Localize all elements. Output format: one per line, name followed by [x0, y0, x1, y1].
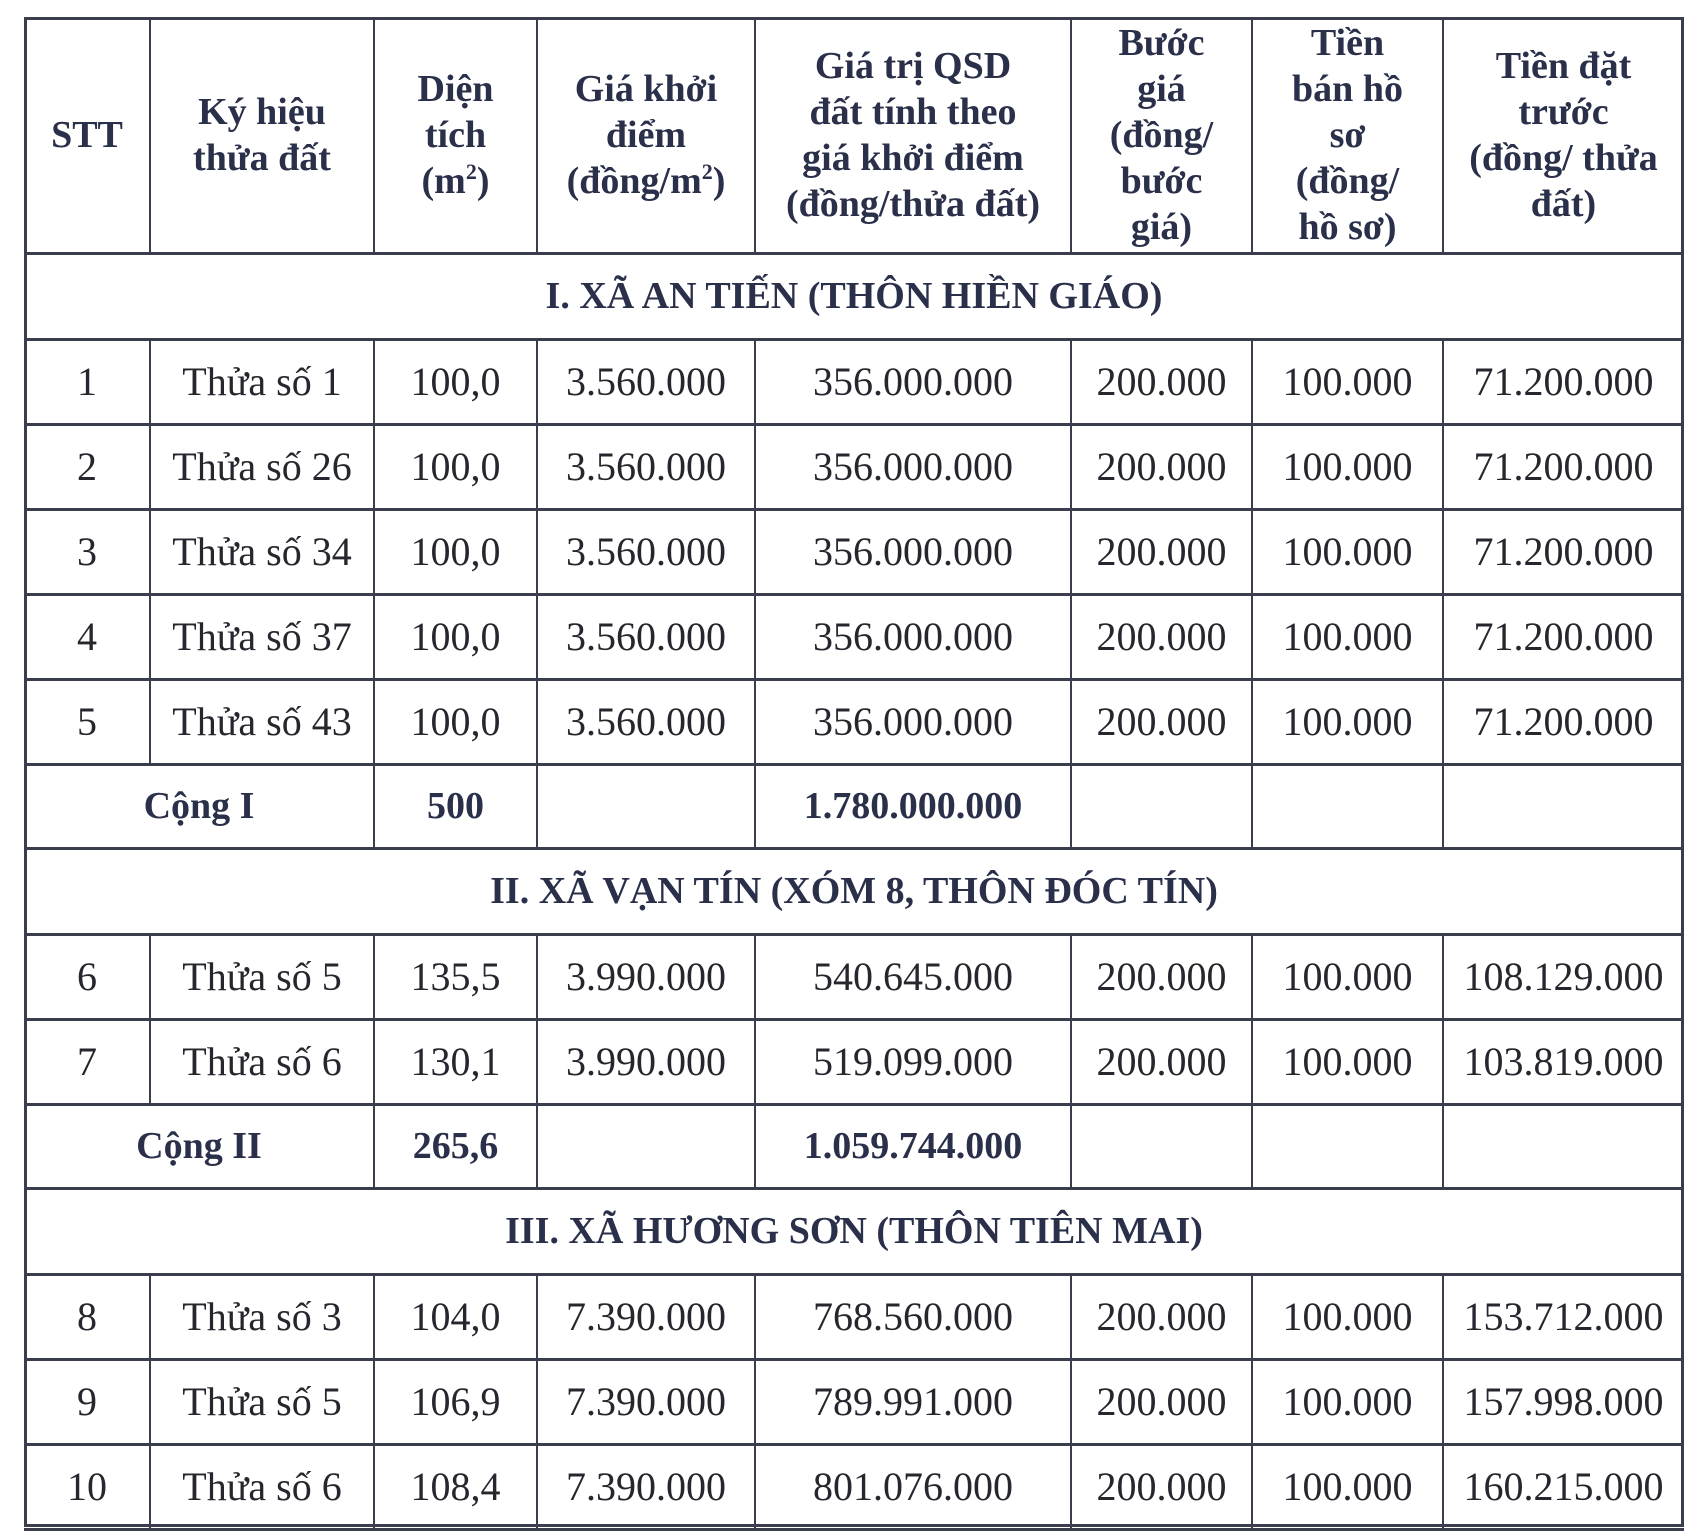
- column-divider: [1251, 764, 1253, 848]
- column-divider: [754, 764, 756, 848]
- column-divider: [754, 1444, 756, 1529]
- column-divider: [1442, 679, 1444, 764]
- cell-dossier-fee: 100.000: [1282, 954, 1413, 999]
- column-divider: [1070, 339, 1072, 424]
- column-divider: [373, 594, 375, 679]
- cell-parcel: Thửa số 43: [172, 699, 352, 744]
- cell-parcel: Thửa số 3: [182, 1294, 342, 1339]
- cell-area: 100,0: [410, 614, 501, 659]
- column-divider: [754, 339, 756, 424]
- cell-dossier-fee: 100.000: [1282, 444, 1413, 489]
- cell-area: 135,5: [410, 954, 501, 999]
- header-line: Diện: [417, 68, 494, 110]
- header-line: Bước: [1118, 22, 1205, 64]
- cell-land-value: 356.000.000: [813, 614, 1013, 659]
- column-divider: [1251, 424, 1253, 509]
- column-divider: [1070, 594, 1072, 679]
- header-line: (đồng/: [1109, 114, 1214, 156]
- cell-dossier-fee: 100.000: [1282, 529, 1413, 574]
- cell-start-price: 3.990.000: [566, 954, 726, 999]
- header-line: sơ: [1329, 114, 1366, 156]
- cell-start-price: 3.560.000: [566, 699, 726, 744]
- header-text: [1110, 20, 1213, 250]
- cell-land-value: 356.000.000: [813, 529, 1013, 574]
- column-divider: [754, 424, 756, 509]
- empty-cell: [1252, 764, 1443, 848]
- cell-start-price: 7.390.000: [566, 1379, 726, 1424]
- column-divider: [754, 1019, 756, 1104]
- cell-dossier-fee: 100.000: [1282, 1294, 1413, 1339]
- column-divider: [754, 1274, 756, 1359]
- column-divider: [536, 1019, 538, 1104]
- column-divider: [373, 1104, 375, 1188]
- column-divider: [1251, 594, 1253, 679]
- column-divider: [149, 509, 151, 594]
- column-divider: [1251, 1274, 1253, 1359]
- column-divider: [1251, 339, 1253, 424]
- section-title: II. XÃ VẠN TÍN (XÓM 8, THÔN ĐÓC TÍN): [490, 870, 1218, 912]
- cell-parcel: Thửa số 1: [182, 359, 342, 404]
- cell-stt: 9: [77, 1379, 97, 1424]
- column-divider: [373, 1444, 375, 1529]
- cell-land-value: 356.000.000: [813, 699, 1013, 744]
- column-divider: [536, 764, 538, 848]
- empty-cell: [1443, 1104, 1684, 1188]
- column-divider: [1251, 1359, 1253, 1444]
- header-line: trước: [1518, 91, 1609, 133]
- header-line: [418, 158, 494, 204]
- header-line: Giá trị QSD: [814, 45, 1012, 87]
- cell-deposit: 71.200.000: [1473, 529, 1654, 574]
- header-line: giá): [1130, 206, 1193, 248]
- empty-cell: [1252, 1104, 1443, 1188]
- header-line: giá khởi điểm: [802, 137, 1024, 179]
- header-line: điểm: [605, 114, 687, 156]
- column-divider: [1442, 594, 1444, 679]
- cell-stt: 1: [77, 359, 97, 404]
- column-divider: [1442, 1359, 1444, 1444]
- cell-land-value: 801.076.000: [813, 1464, 1013, 1509]
- header-dossier-fee: [1252, 17, 1443, 253]
- header-line: thửa đất: [193, 137, 331, 179]
- section-title: III. XÃ HƯƠNG SƠN (THÔN TIÊN MAI): [505, 1210, 1203, 1252]
- header-unit: (đồng/m: [566, 160, 702, 202]
- empty-cell: [537, 1104, 755, 1188]
- column-divider: [373, 1274, 375, 1359]
- header-line: bước: [1120, 160, 1203, 202]
- cell-area: 100,0: [410, 529, 501, 574]
- header-line: Tiền: [1310, 22, 1385, 64]
- column-divider: [1070, 1359, 1072, 1444]
- cell-deposit: 153.712.000: [1463, 1294, 1664, 1339]
- column-divider: [754, 934, 756, 1019]
- cell-land-value: 789.991.000: [813, 1379, 1013, 1424]
- column-divider: [536, 594, 538, 679]
- header-line: Ký hiệu: [198, 91, 326, 133]
- header-line: đất tính theo: [809, 91, 1017, 133]
- column-divider: [754, 594, 756, 679]
- cell-land-value: 540.645.000: [813, 954, 1013, 999]
- cell-dossier-fee: 100.000: [1282, 1464, 1413, 1509]
- header-line: tích: [424, 114, 487, 156]
- column-divider: [536, 1274, 538, 1359]
- cell-bid-step: 200.000: [1096, 699, 1227, 744]
- column-divider: [373, 1019, 375, 1104]
- column-divider: [1442, 764, 1444, 848]
- column-divider: [1251, 17, 1253, 253]
- cell-deposit: 157.998.000: [1463, 1379, 1664, 1424]
- column-divider: [373, 764, 375, 848]
- cell-parcel: Thửa số 6: [182, 1464, 342, 1509]
- header-unit: (m: [421, 160, 466, 202]
- cell-bid-step: 200.000: [1096, 359, 1227, 404]
- cell-parcel: Thửa số 34: [172, 529, 352, 574]
- cell-deposit: 71.200.000: [1473, 614, 1654, 659]
- header-text: [786, 43, 1040, 227]
- column-divider: [1070, 934, 1072, 1019]
- column-divider: [1442, 1019, 1444, 1104]
- column-divider: [373, 934, 375, 1019]
- cell-start-price: 3.560.000: [566, 529, 726, 574]
- cell-start-price: 3.560.000: [566, 444, 726, 489]
- header-text: [567, 66, 726, 204]
- column-divider: [149, 1019, 151, 1104]
- header-text: [1469, 43, 1658, 227]
- column-divider: [373, 424, 375, 509]
- header-area: [374, 17, 537, 253]
- column-divider: [1251, 679, 1253, 764]
- cell-stt: 5: [77, 699, 97, 744]
- cell-land-value: 519.099.000: [813, 1039, 1013, 1084]
- cell-parcel: Thửa số 5: [182, 1379, 342, 1424]
- column-divider: [536, 339, 538, 424]
- column-divider: [1251, 1444, 1253, 1529]
- cell-dossier-fee: 100.000: [1282, 359, 1413, 404]
- header-line: giá: [1137, 68, 1186, 110]
- cell-bid-step: 200.000: [1096, 1464, 1227, 1509]
- cell-deposit: 71.200.000: [1473, 444, 1654, 489]
- header-text: [193, 89, 331, 181]
- column-divider: [149, 1274, 151, 1359]
- total-land-value: 1.780.000.000: [803, 785, 1023, 827]
- column-divider: [1251, 1019, 1253, 1104]
- total-land-value: 1.059.744.000: [803, 1125, 1023, 1167]
- column-divider: [536, 509, 538, 594]
- header-bid-step: [1071, 17, 1252, 253]
- column-divider: [373, 509, 375, 594]
- column-divider: [754, 1104, 756, 1188]
- column-divider: [536, 17, 538, 253]
- cell-stt: 7: [77, 1039, 97, 1084]
- cell-land-value: 356.000.000: [813, 359, 1013, 404]
- header-line: bán hồ: [1292, 68, 1403, 110]
- header-unit-close: ): [476, 160, 490, 202]
- total-area: 500: [427, 785, 484, 827]
- empty-cell: [1071, 1104, 1252, 1188]
- cell-parcel: Thửa số 26: [172, 444, 352, 489]
- column-divider: [1070, 1274, 1072, 1359]
- column-divider: [754, 17, 756, 253]
- section-title: I. XÃ AN TIẾN (THÔN HIỀN GIÁO): [545, 275, 1163, 317]
- header-line: Tiền đặt: [1495, 45, 1632, 87]
- header-text: STT: [51, 114, 123, 156]
- column-divider: [536, 424, 538, 509]
- cell-stt: 3: [77, 529, 97, 574]
- total-label: Cộng I: [143, 785, 255, 827]
- column-divider: [149, 934, 151, 1019]
- cell-dossier-fee: 100.000: [1282, 699, 1413, 744]
- header-deposit: [1443, 17, 1684, 253]
- superscript: 2: [465, 159, 477, 184]
- cell-bid-step: 200.000: [1096, 954, 1227, 999]
- header-line: hồ sơ): [1298, 206, 1397, 248]
- header-line: [567, 158, 726, 204]
- column-divider: [754, 679, 756, 764]
- header-line: (đồng/thửa đất): [785, 183, 1040, 225]
- header-parcel-id: [150, 17, 374, 253]
- header-start-price: [537, 17, 755, 253]
- cell-bid-step: 200.000: [1096, 529, 1227, 574]
- column-divider: [1442, 1104, 1444, 1188]
- cell-stt: 4: [77, 614, 97, 659]
- cell-land-value: 356.000.000: [813, 444, 1013, 489]
- cell-area: 100,0: [410, 444, 501, 489]
- total-label: Cộng II: [136, 1125, 262, 1167]
- column-divider: [754, 1359, 756, 1444]
- column-divider: [149, 17, 151, 253]
- cell-deposit: 160.215.000: [1463, 1464, 1664, 1509]
- cell-parcel: Thửa số 5: [182, 954, 342, 999]
- column-divider: [149, 339, 151, 424]
- cell-start-price: 3.560.000: [566, 614, 726, 659]
- total-area: 265,6: [412, 1125, 499, 1167]
- cell-bid-step: 200.000: [1096, 1379, 1227, 1424]
- cell-bid-step: 200.000: [1096, 1294, 1227, 1339]
- header-text: [418, 66, 494, 204]
- cell-start-price: 3.990.000: [566, 1039, 726, 1084]
- cell-dossier-fee: 100.000: [1282, 614, 1413, 659]
- cell-deposit: 103.819.000: [1463, 1039, 1664, 1084]
- column-divider: [1251, 934, 1253, 1019]
- column-divider: [373, 17, 375, 253]
- column-divider: [1070, 424, 1072, 509]
- cell-stt: 2: [77, 444, 97, 489]
- cell-bid-step: 200.000: [1096, 444, 1227, 489]
- column-divider: [149, 679, 151, 764]
- column-divider: [1442, 339, 1444, 424]
- column-divider: [373, 339, 375, 424]
- cell-area: 104,0: [410, 1294, 501, 1339]
- column-divider: [536, 679, 538, 764]
- column-divider: [1442, 424, 1444, 509]
- empty-cell: [1071, 764, 1252, 848]
- header-unit-close: ): [712, 160, 726, 202]
- column-divider: [373, 679, 375, 764]
- column-divider: [1070, 679, 1072, 764]
- column-divider: [1070, 764, 1072, 848]
- column-divider: [536, 1359, 538, 1444]
- column-divider: [1070, 1104, 1072, 1188]
- cell-area: 108,4: [410, 1464, 501, 1509]
- column-divider: [754, 509, 756, 594]
- column-divider: [149, 424, 151, 509]
- cell-start-price: 7.390.000: [566, 1464, 726, 1509]
- column-divider: [1251, 1104, 1253, 1188]
- cell-deposit: 108.129.000: [1463, 954, 1664, 999]
- column-divider: [536, 934, 538, 1019]
- column-divider: [1442, 1274, 1444, 1359]
- header-line: đất): [1530, 183, 1597, 225]
- header-text: [1292, 20, 1403, 250]
- column-divider: [1070, 1019, 1072, 1104]
- cell-dossier-fee: 100.000: [1282, 1039, 1413, 1084]
- empty-cell: [537, 764, 755, 848]
- column-divider: [536, 1104, 538, 1188]
- cell-dossier-fee: 100.000: [1282, 1379, 1413, 1424]
- cell-land-value: 768.560.000: [813, 1294, 1013, 1339]
- column-divider: [536, 1444, 538, 1529]
- cell-deposit: 71.200.000: [1473, 359, 1654, 404]
- empty-cell: [1443, 764, 1684, 848]
- superscript: 2: [701, 159, 713, 184]
- column-divider: [1070, 509, 1072, 594]
- column-divider: [373, 1359, 375, 1444]
- cell-stt: 10: [67, 1464, 107, 1509]
- cell-deposit: 71.200.000: [1473, 699, 1654, 744]
- cell-area: 100,0: [410, 699, 501, 744]
- column-divider: [1251, 509, 1253, 594]
- column-divider: [1070, 1444, 1072, 1529]
- cell-area: 106,9: [410, 1379, 501, 1424]
- column-divider: [1442, 1444, 1444, 1529]
- cell-area: 100,0: [410, 359, 501, 404]
- cell-stt: 8: [77, 1294, 97, 1339]
- cell-start-price: 7.390.000: [566, 1294, 726, 1339]
- cell-area: 130,1: [410, 1039, 501, 1084]
- column-divider: [1442, 934, 1444, 1019]
- column-divider: [149, 1359, 151, 1444]
- header-line: (đồng/ thửa: [1469, 137, 1658, 179]
- header-line: Giá khởi: [574, 68, 718, 110]
- column-divider: [149, 1444, 151, 1529]
- cell-bid-step: 200.000: [1096, 1039, 1227, 1084]
- cell-bid-step: 200.000: [1096, 614, 1227, 659]
- header-line: (đồng/: [1295, 160, 1400, 202]
- column-divider: [1070, 17, 1072, 253]
- column-divider: [1442, 509, 1444, 594]
- cell-parcel: Thửa số 6: [182, 1039, 342, 1084]
- cell-stt: 6: [77, 954, 97, 999]
- header-land-value: [755, 17, 1071, 253]
- column-divider: [149, 594, 151, 679]
- cell-start-price: 3.560.000: [566, 359, 726, 404]
- header-stt: [24, 17, 150, 253]
- column-divider: [1442, 17, 1444, 253]
- cell-parcel: Thửa số 37: [172, 614, 352, 659]
